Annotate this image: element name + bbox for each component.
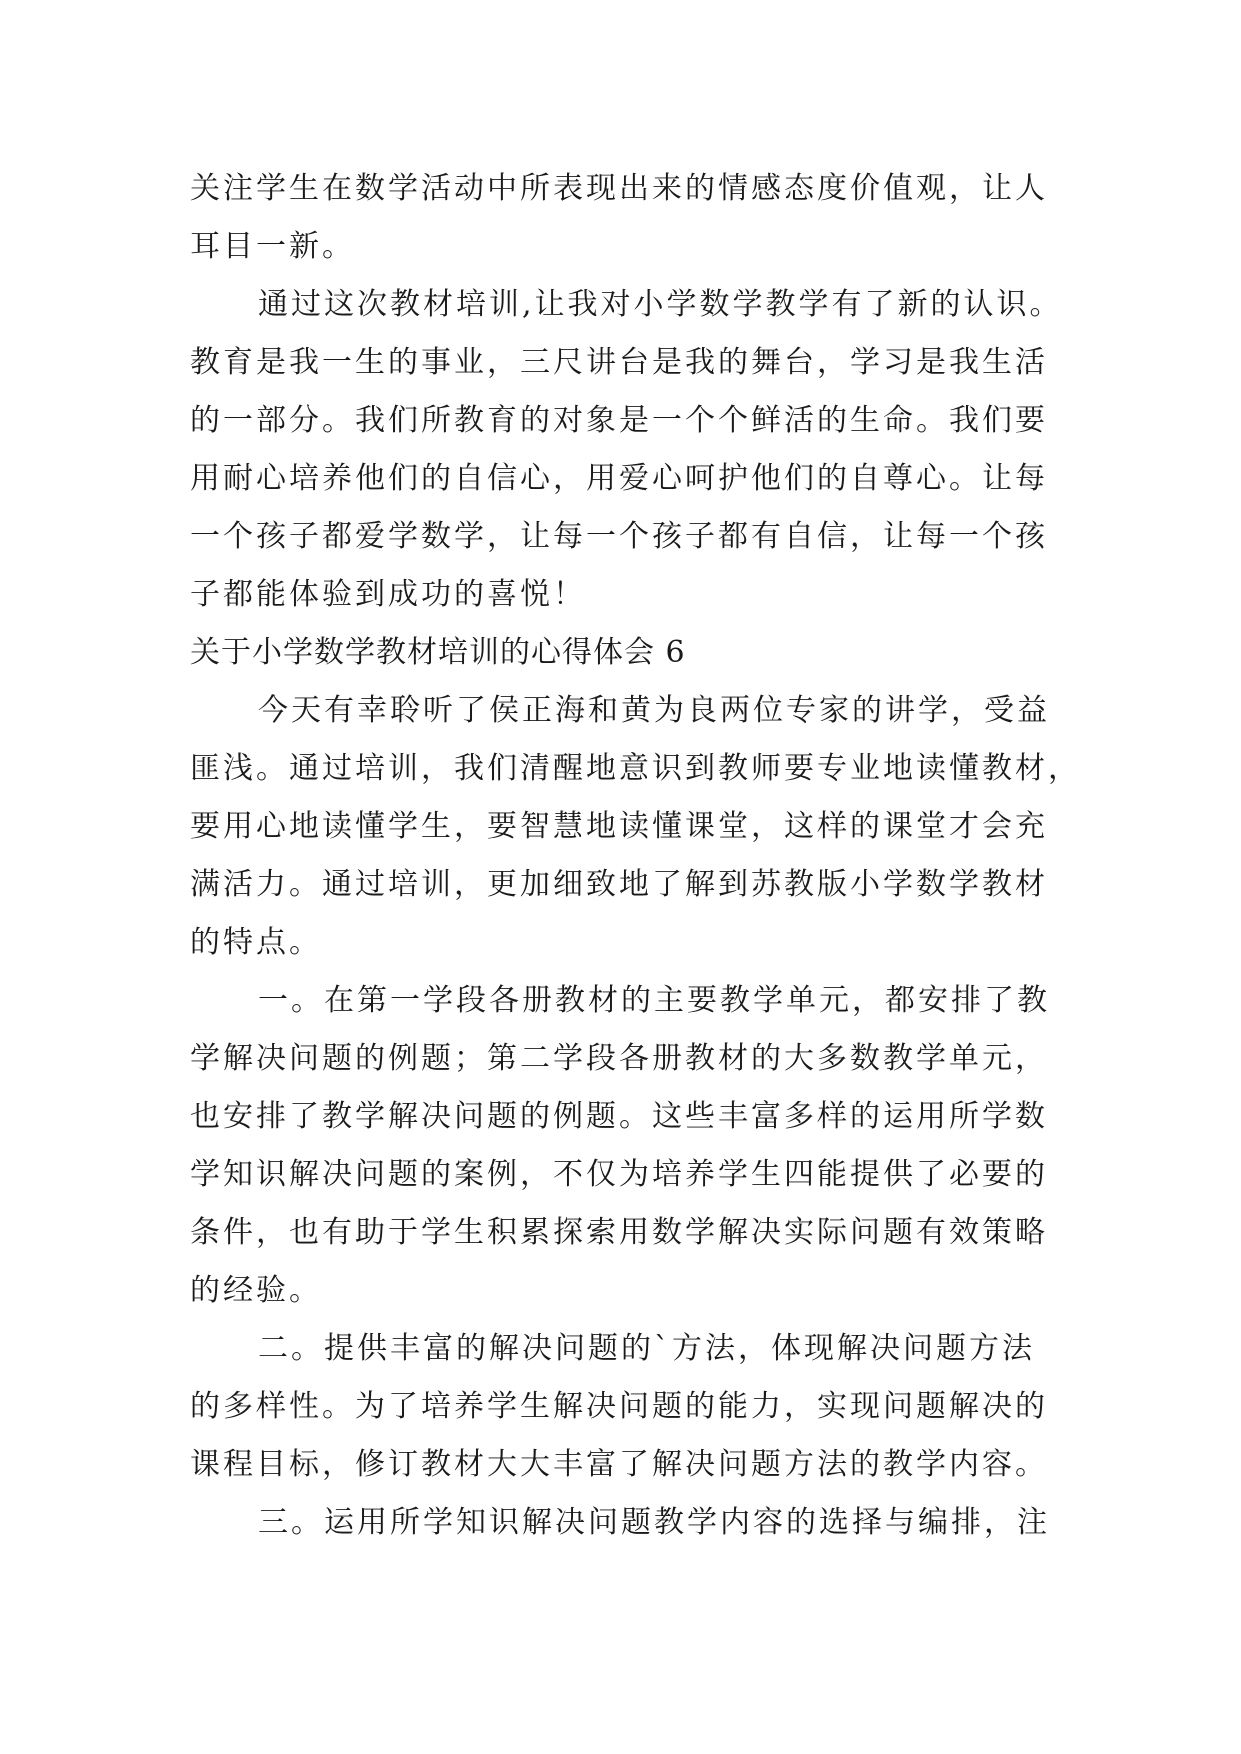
text-line: 的经验。 (190, 1273, 322, 1308)
text-line: 满活力。通过培训，更加细致地了解到苏教版小学数学教材 (190, 867, 1048, 902)
text-line: 一个孩子都爱学数学，让每一个孩子都有自信，让每一个孩 (190, 519, 1048, 554)
text-line: 学知识解决问题的案例，不仅为培养学生四能提供了必要的 (190, 1157, 1048, 1192)
text-line: 的一部分。我们所教育的对象是一个个鲜活的生命。我们要 (190, 403, 1048, 438)
text-line: 用耐心培养他们的自信心，用爱心呵护他们的自尊心。让每 (190, 461, 1048, 496)
text-line: 今天有幸聆听了侯正海和黄为良两位专家的讲学，受益 (258, 693, 1050, 728)
text-line: 教育是我一生的事业，三尺讲台是我的舞台，学习是我生活 (190, 345, 1048, 380)
section-heading: 关于小学数学教材培训的心得体会 6 (190, 635, 686, 670)
document-body (190, 160, 1090, 1552)
text-line: 学解决问题的例题；第二学段各册教材的大多数教学单元， (190, 1041, 1048, 1076)
text-line: 关注学生在数学活动中所表现出来的情感态度价值观，让人 (190, 171, 1048, 206)
text-line: 通过这次教材培训,让我对小学数学教学有了新的认识。 (258, 287, 1063, 322)
text-line: 耳目一新。 (190, 229, 355, 264)
text-line: 条件，也有助于学生积累探索用数学解决实际问题有效策略 (190, 1215, 1048, 1250)
text-line: 的特点。 (190, 925, 322, 960)
text-line: 子都能体验到成功的喜悦！ (190, 577, 586, 612)
text-line: 三。运用所学知识解决问题教学内容的选择与编排，注 (258, 1505, 1050, 1540)
text-line: 匪浅。通过培训，我们清醒地意识到教师要专业地读懂教材， (190, 751, 1081, 786)
text-line: 一。在第一学段各册教材的主要教学单元，都安排了教 (258, 983, 1050, 1018)
text-line: 二。提供丰富的解决问题的`方法，体现解决问题方法 (258, 1331, 1035, 1366)
text-line: 的多样性。为了培养学生解决问题的能力，实现问题解决的 (190, 1389, 1048, 1424)
text-line: 也安排了教学解决问题的例题。这些丰富多样的运用所学数 (190, 1099, 1048, 1134)
text-line: 课程目标，修订教材大大丰富了解决问题方法的教学内容。 (190, 1447, 1048, 1482)
text-line: 要用心地读懂学生，要智慧地读懂课堂，这样的课堂才会充 (190, 809, 1048, 844)
